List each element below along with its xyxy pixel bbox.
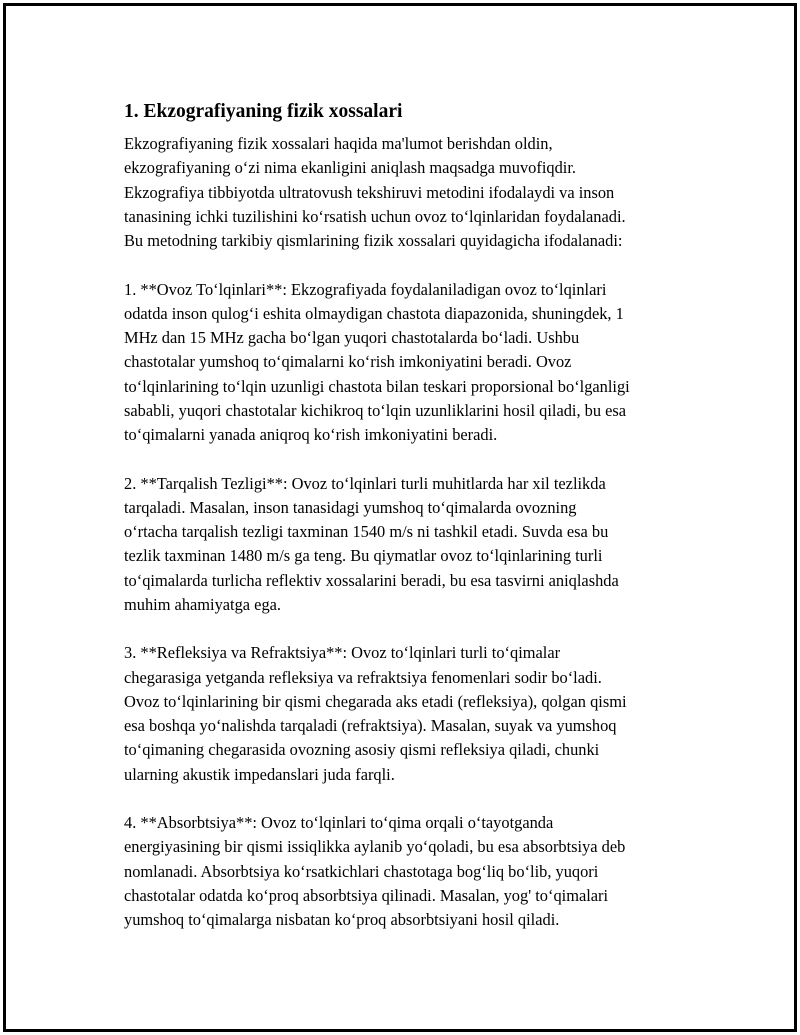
text-line: Bu metodning tarkibiy qismlarining fizik xossalari quyidagicha ifodalanadi: (124, 231, 623, 250)
propagation-speed-paragraph (124, 472, 699, 618)
text-line: 3. **Refleksiya va Refraktsiya**: Ovoz to‘lqinlari turli to‘qimalar (124, 643, 561, 663)
text-line: to‘lqinlarining to‘lqin uzunligi chastota bilan teskari proporsional bo‘lganligi (124, 376, 630, 396)
text-line: chastotalar odatda ko‘proq absorbtsiya qilinadi. Masalan, yog' to‘qimalari (124, 885, 609, 905)
text-line: to‘qimalarda turlicha reflektiv xossalarini beradi, bu esa tasvirni aniqlashda (124, 570, 619, 590)
text-line: tezlik taxminan 1480 m/s ga teng. Bu qiymatlar ovoz to‘lqinlarining turli (124, 546, 603, 566)
text-line: ekzografiyaning o‘zi nima ekanligini aniqlash maqsadga muvofiqdir. (124, 158, 576, 178)
text-line: o‘rtacha tarqalish tezligi taxminan 1540 m/s ni tashkil etadi. Suvda esa bu (124, 522, 609, 541)
text-line: chegarasiga yetganda refleksiya va refraktsiya fenomenlari sodir bo‘ladi. (124, 667, 602, 687)
intro-paragraph (124, 132, 699, 253)
text-line: yumshoq to‘qimalarga nisbatan ko‘proq absorbtsiyani hosil qiladi. (124, 910, 560, 929)
text-line: 4. **Absorbtsiya**: Ovoz to‘lqinlari to‘qima orqali o‘tayotganda (124, 813, 554, 832)
text-line: chastotalar yumshoq to‘qimalarni ko‘rish imkoniyatini beradi. Ovoz (124, 352, 572, 372)
section-heading: 1. Ekzografiyaning fizik xossalari (124, 101, 403, 122)
absorption-paragraph (124, 811, 699, 932)
reflection-refraction-paragraph (124, 641, 699, 787)
text-line: Ovoz to‘lqinlarining bir qismi chegarada aks etadi (refleksiya), qolgan qismi (124, 691, 627, 711)
text-line: 1. **Ovoz To‘lqinlari**: Ekzografiyada foydalaniladigan ovoz to‘lqinlari (124, 279, 607, 299)
page-frame (3, 3, 797, 1032)
text-line: ularning akustik impedanslari juda farqli. (124, 764, 395, 784)
text-line: tarqaladi. Masalan, inson tanasidagi yumshoq to‘qimalarda ovozning (124, 497, 577, 517)
text-line: tanasining ichki tuzilishini ko‘rsatish uchun ovoz to‘lqinlaridan foydalanadi. (124, 206, 626, 226)
text-line: Ekzografiyaning fizik xossalari haqida ma'lumot berishdan oldin, (124, 134, 553, 153)
text-line: MHz dan 15 MHz gacha bo‘lgan yuqori chastotalarda bo‘ladi. Ushbu (124, 328, 580, 347)
text-line: nomlanadi. Absorbtsiya ko‘rsatkichlari chastotaga bog‘liq bo‘lib, yuqori (124, 861, 599, 881)
sound-waves-paragraph (124, 278, 699, 448)
text-line: to‘qimaning chegarasida ovozning asosiy qismi refleksiya qiladi, chunki (124, 740, 600, 760)
text-line: sababli, yuqori chastotalar kichikroq to‘lqin uzunliklarini hosil qiladi, bu esa (124, 400, 627, 420)
text-line: to‘qimalarni yanada aniqroq ko‘rish imkoniyatini beradi. (124, 425, 498, 444)
text-line: odatda inson qulog‘i eshita olmaydigan chastota diapazonida, shuningdek, 1 (124, 303, 624, 323)
text-line: 2. **Tarqalish Tezligi**: Ovoz to‘lqinlari turli muhitlarda har xil tezlikda (124, 473, 606, 493)
text-line: muhim ahamiyatga ega. (124, 594, 282, 614)
document-body (124, 99, 699, 957)
text-line: Ekzografiya tibbiyotda ultratovush tekshiruvi metodini ifodalaydi va inson (124, 182, 615, 202)
text-line: esa boshqa yo‘nalishda tarqaladi (refraktsiya). Masalan, suyak va yumshoq (124, 716, 617, 735)
text-line: energiyasining bir qismi issiqlikka aylanib yo‘qoladi, bu esa absorbtsiya deb (124, 837, 626, 857)
